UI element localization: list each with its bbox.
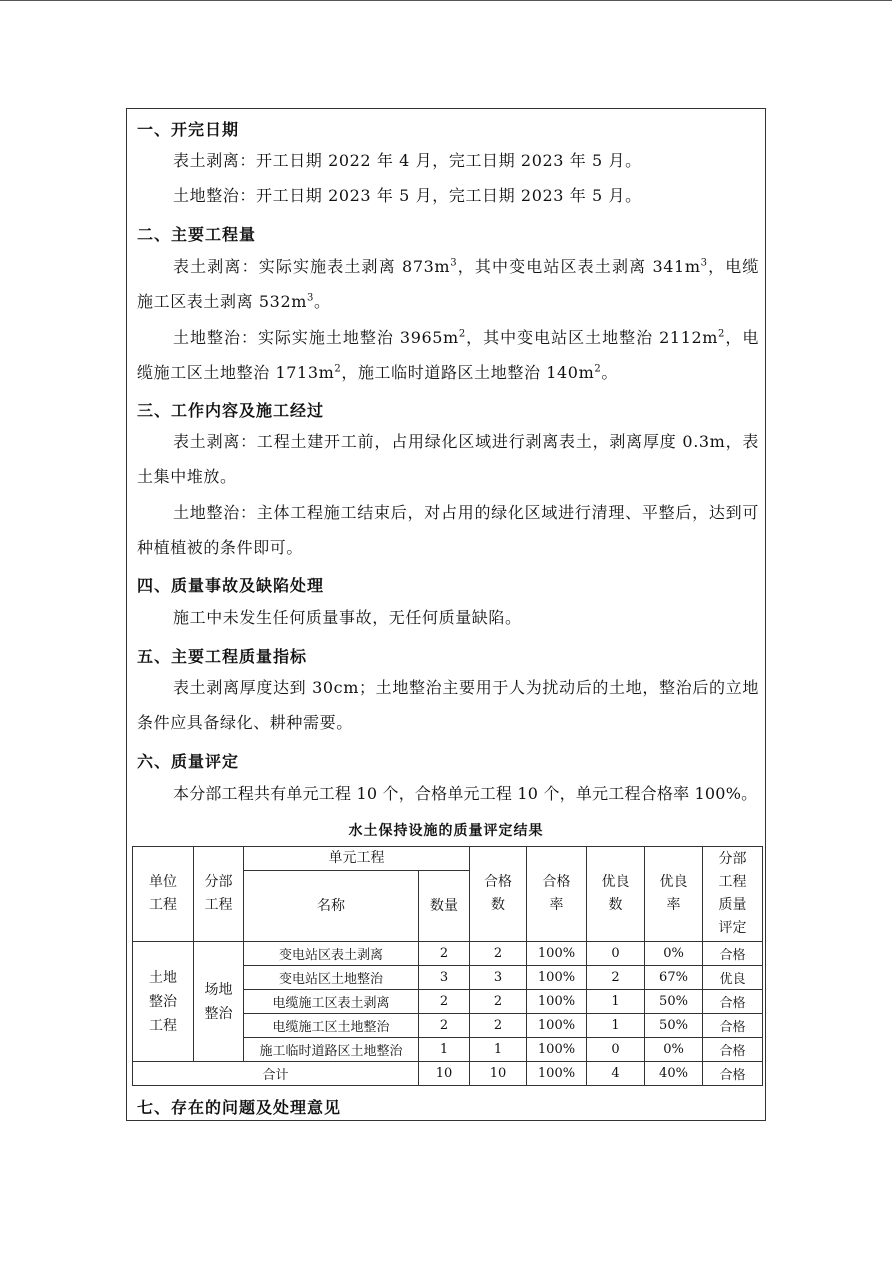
- header-unit-project: 单位工程: [133, 847, 194, 942]
- row-qualified: 2: [470, 942, 527, 966]
- total-excellent-rate: 40%: [645, 1062, 703, 1086]
- top-border-line: [0, 0, 892, 1]
- row-qualified-rate: 100%: [527, 942, 587, 966]
- header-excellent-count: 优良数: [587, 847, 645, 942]
- row-qualified: 2: [470, 1014, 527, 1038]
- row-excellent-rate: 50%: [645, 990, 703, 1014]
- row-name: 施工临时道路区土地整治: [244, 1038, 419, 1062]
- row-excellent: 1: [587, 1014, 645, 1038]
- header-count: 数量: [419, 871, 470, 942]
- row-count: 2: [419, 990, 470, 1014]
- row-qualified-rate: 100%: [527, 1014, 587, 1038]
- section-2-paragraph-2: 土地整治：实际实施土地整治 $3965m^2$，其中变电站区土地整治 $2112m^2$，电缆施工区土地整治 $1713m^2$，施工临时道路区土地整治 $140m^2$。: [137, 328, 759, 382]
- row-qualified-rate: 100%: [527, 990, 587, 1014]
- row-qualified: 2: [470, 990, 527, 1014]
- table-row: [133, 942, 763, 966]
- total-qualified-rate: 100%: [527, 1062, 587, 1086]
- section-3-paragraph-2: 土地整治：主体工程施工结束后，对占用的绿化区域进行清理、平整后，达到可种植植被的条件即可。: [137, 503, 759, 557]
- header-element-project: 单元工程: [244, 847, 470, 871]
- row-grade: 合格: [703, 1014, 763, 1038]
- section-1-title: 一、开完日期: [137, 120, 240, 139]
- row-grade: 优良: [703, 966, 763, 990]
- section-1-line-1: 表土剥离：开工日期 2022 年 4 月，完工日期 2023 年 5 月。: [173, 151, 642, 170]
- total-excellent: 4: [587, 1062, 645, 1086]
- header-name: 名称: [244, 871, 419, 942]
- table-caption: 水土保持设施的质量评定结果: [348, 823, 544, 839]
- row-name: 电缆施工区表土剥离: [244, 990, 419, 1014]
- row-excellent: 2: [587, 966, 645, 990]
- row-count: 3: [419, 966, 470, 990]
- header-qualified-rate: 合格率: [527, 847, 587, 942]
- section-3-title: 三、工作内容及施工经过: [137, 401, 325, 420]
- row-qualified-rate: 100%: [527, 1038, 587, 1062]
- row-excellent: 0: [587, 942, 645, 966]
- section-5-title: 五、主要工程质量指标: [137, 647, 308, 666]
- section-6-title: 六、质量评定: [137, 752, 240, 771]
- row-excellent-rate: 67%: [645, 966, 703, 990]
- row-name: 变电站区土地整治: [244, 966, 419, 990]
- row-count: 1: [419, 1038, 470, 1062]
- row-count: 2: [419, 942, 470, 966]
- section-4-title: 四、质量事故及缺陷处理: [137, 576, 325, 595]
- section-6-paragraph: 本分部工程共有单元工程 10 个，合格单元工程 10 个，单元工程合格率 100%。: [173, 784, 758, 803]
- row-grade: 合格: [703, 990, 763, 1014]
- header-qualified-count: 合格数: [470, 847, 527, 942]
- unit-project-cell: 土地整治工程: [133, 942, 194, 1062]
- header-sub-quality: 分部工程质量评定: [703, 847, 763, 942]
- row-qualified-rate: 100%: [527, 966, 587, 990]
- section-3-paragraph-1: 表土剥离：工程土建开工前，占用绿化区域进行剥离表土，剥离厚度 0.3m，表土集中堆放。: [137, 432, 759, 486]
- row-grade: 合格: [703, 1038, 763, 1062]
- section-2-paragraph-1: 表土剥离：实际实施表土剥离 $873m^3$，其中变电站区表土剥离 $341m^3$，电缆施工区表土剥离 $532m^3$。: [137, 257, 759, 311]
- total-count: 10: [419, 1062, 470, 1086]
- total-label: 合计: [133, 1062, 419, 1086]
- row-name: 电缆施工区土地整治: [244, 1014, 419, 1038]
- header-sub-project: 分部工程: [194, 847, 244, 942]
- section-2-title: 二、主要工程量: [137, 225, 257, 244]
- section-7-title: 七、存在的问题及处理意见: [137, 1098, 342, 1117]
- row-excellent: 1: [587, 990, 645, 1014]
- table-total-row: [133, 1062, 763, 1086]
- total-qualified: 10: [470, 1062, 527, 1086]
- section-4-paragraph: 施工中未发生任何质量事故，无任何质量缺陷。: [173, 608, 522, 627]
- row-grade: 合格: [703, 942, 763, 966]
- row-excellent: 0: [587, 1038, 645, 1062]
- row-count: 2: [419, 1014, 470, 1038]
- row-name: 变电站区表土剥离: [244, 942, 419, 966]
- total-grade: 合格: [703, 1062, 763, 1086]
- row-qualified: 3: [470, 966, 527, 990]
- row-excellent-rate: 50%: [645, 1014, 703, 1038]
- row-qualified: 1: [470, 1038, 527, 1062]
- quality-evaluation-table: [132, 846, 763, 1086]
- sub-project-cell: 场地整治: [194, 942, 244, 1062]
- section-1-line-2: 土地整治：开工日期 2023 年 5 月，完工日期 2023 年 5 月。: [173, 186, 642, 205]
- row-excellent-rate: 0%: [645, 1038, 703, 1062]
- section-5-paragraph: 表土剥离厚度达到 30cm；土地整治主要用于人为扰动后的土地，整治后的立地条件应具备绿化、耕种需要。: [137, 678, 759, 732]
- header-excellent-rate: 优良率: [645, 847, 703, 942]
- row-excellent-rate: 0%: [645, 942, 703, 966]
